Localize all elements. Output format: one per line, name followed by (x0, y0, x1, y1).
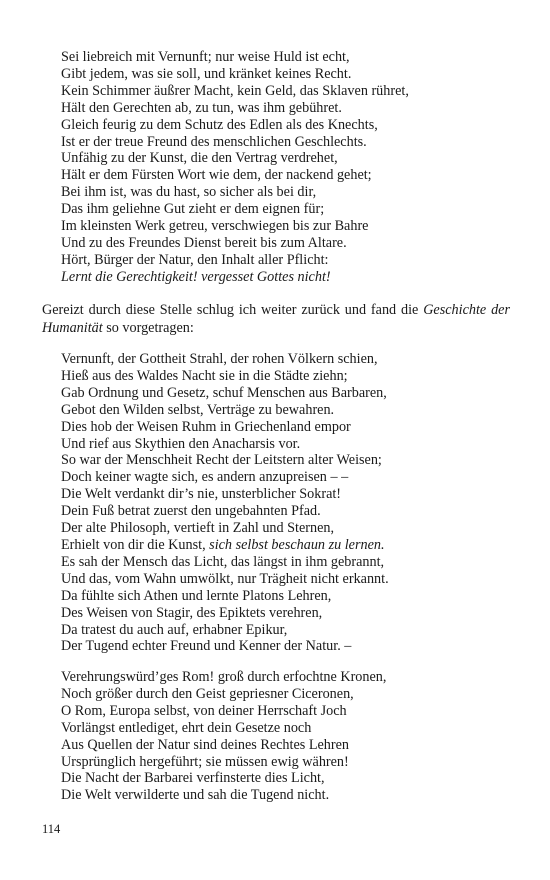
verse-line (61, 622, 501, 639)
prose-paragraph (42, 302, 510, 337)
verse-line-italic: Lernt die Gerechtigkeit! vergesset Gottes nicht! (61, 268, 331, 285)
verse-line (61, 419, 501, 436)
verse-line (61, 787, 501, 804)
verse-line-text: Und rief aus Skythien den Anacharsis vor. (61, 435, 301, 452)
verse-line (61, 134, 501, 151)
verse-line-text: Dein Fuß betrat zuerst den ungebahnten Pfad. (61, 503, 321, 520)
verse-line-text: Der alte Philosoph, vertieft in Zahl und Sternen, (61, 520, 335, 537)
verse-line (61, 486, 501, 503)
verse-line (61, 638, 501, 655)
verse-line-text: O Rom, Europa selbst, von deiner Herrschaft Joch (61, 702, 347, 719)
verse-line (61, 703, 501, 720)
verse-line (61, 201, 501, 218)
verse-line (61, 469, 501, 486)
verse-line-text: Ist er der treue Freund des menschlichen Geschlechts. (61, 133, 367, 150)
verse-line-text: Unfähig zu der Kunst, die den Vertrag verdrehet, (61, 150, 338, 167)
verse-stanza-1 (61, 49, 501, 286)
verse-line-text: Gleich feurig zu dem Schutz des Edlen als des Knechts, (61, 116, 378, 133)
verse-line (61, 83, 501, 100)
verse-stanza-3 (61, 669, 501, 804)
verse-line (61, 385, 501, 402)
verse-line (61, 588, 501, 605)
verse-line (61, 402, 501, 419)
verse-line-text: Sei liebreich mit Vernunft; nur weise Huld ist echt, (61, 49, 350, 65)
verse-line-text: Der Tugend echter Freund und Kenner der Natur. – (61, 638, 352, 655)
verse-line (61, 554, 501, 571)
verse-line (61, 571, 501, 588)
verse-line-text: Im kleinsten Werk getreu, verschwiegen bis zur Bahre (61, 218, 369, 235)
verse-line-text: Hält den Gerechten ab, zu tun, was ihm gebühret. (61, 99, 342, 116)
verse-line-text: Vernunft, der Gottheit Strahl, der rohen Völkern schien, (61, 351, 378, 367)
verse-line (61, 269, 501, 286)
verse-line (61, 150, 501, 167)
verse-line (61, 537, 501, 554)
verse-line (61, 503, 501, 520)
verse-line-text: Aus Quellen der Natur sind deines Rechtes Lehren (61, 736, 349, 753)
verse-line-text: Gebot den Wilden selbst, Verträge zu bewahren. (61, 401, 335, 418)
verse-line-text: Des Weisen von Stagir, des Epiktets verehren, (61, 604, 323, 621)
verse-line-text: Bei ihm ist, was du hast, so sicher als bei dir, (61, 184, 317, 201)
verse-line (61, 235, 501, 252)
verse-line-text: Die Welt verwilderte und sah die Tugend nicht. (61, 787, 330, 804)
verse-line (61, 686, 501, 703)
verse-line-text: Gibt jedem, was sie soll, und kränket keines Recht. (61, 65, 352, 82)
verse-line-text: Da tratest du auch auf, erhabner Epikur, (61, 621, 288, 638)
verse-line (61, 351, 501, 368)
verse-line (61, 218, 501, 235)
verse-line-text: Hört, Bürger der Natur, den Inhalt aller Pflicht: (61, 251, 329, 268)
verse-line-text: Verehrungswürd’ges Rom! groß durch erfochtne Kronen, (61, 669, 387, 685)
prose-text-end: so vorgetragen: (102, 319, 194, 336)
prose-text: Gereizt durch diese Stelle schlug ich weiter zurück und fand die (42, 302, 424, 318)
verse-line-text: Vorlängst entlediget, ehrt dein Gesetze noch (61, 719, 312, 736)
verse-line-text: Das ihm geliehne Gut zieht er dem eignen für; (61, 201, 325, 218)
verse-line (61, 669, 501, 686)
verse-stanza-2 (61, 351, 501, 655)
verse-line (61, 605, 501, 622)
prose-italic-title: Geschichte der Humanität (42, 302, 510, 336)
verse-line-text: Da fühlte sich Athen und lernte Platons Lehren, (61, 587, 332, 604)
verse-line-text: Noch größer durch den Geist gepriesner Ciceronen, (61, 685, 354, 702)
verse-line (61, 452, 501, 469)
verse-line (61, 184, 501, 201)
verse-line (61, 770, 501, 787)
verse-line (61, 117, 501, 134)
verse-line-text: Und zu des Freundes Dienst bereit bis zum Altare. (61, 234, 347, 251)
verse-line-text: Die Welt verdankt dir’s nie, unsterblicher Sokrat! (61, 486, 342, 503)
verse-line (61, 737, 501, 754)
verse-line (61, 520, 501, 537)
verse-line-text: Und das, vom Wahn umwölkt, nur Trägheit nicht erkannt. (61, 570, 389, 587)
verse-line (61, 100, 501, 117)
verse-line (61, 167, 501, 184)
verse-line-text: Kein Schimmer äußrer Macht, kein Geld, das Sklaven rühret, (61, 82, 409, 99)
verse-line-text: Hält er dem Fürsten Wort wie dem, der nackend gehet; (61, 167, 372, 184)
verse-line-text: Es sah der Mensch das Licht, das längst in ihm gebrannt, (61, 553, 385, 570)
verse-line-text: Doch keiner wagte sich, es andern anzupreisen – – (61, 469, 349, 486)
verse-line (61, 720, 501, 737)
verse-line-text: Hieß aus des Waldes Nacht sie in die Städte ziehn; (61, 367, 348, 384)
verse-line-text: Gab Ordnung und Gesetz, schuf Menschen aus Barbaren, (61, 384, 387, 401)
verse-line (61, 754, 501, 771)
verse-line (61, 368, 501, 385)
verse-line (61, 252, 501, 269)
verse-line (61, 436, 501, 453)
verse-line-text: Die Nacht der Barbarei verfinsterte dies Licht, (61, 770, 325, 787)
verse-line (61, 66, 501, 83)
verse-line (61, 49, 501, 66)
verse-line-italic: sich selbst beschaun zu lernen. (209, 536, 385, 553)
verse-line-text: So war der Menschheit Recht der Leitstern alter Weisen; (61, 452, 382, 469)
verse-line-text: Ursprünglich hergeführt; sie müssen ewig währen! (61, 753, 349, 770)
page-number: 114 (42, 822, 61, 836)
verse-line-text: Erhielt von dir die Kunst, (61, 536, 210, 553)
verse-line-text: Dies hob der Weisen Ruhm in Griechenland empor (61, 418, 351, 435)
